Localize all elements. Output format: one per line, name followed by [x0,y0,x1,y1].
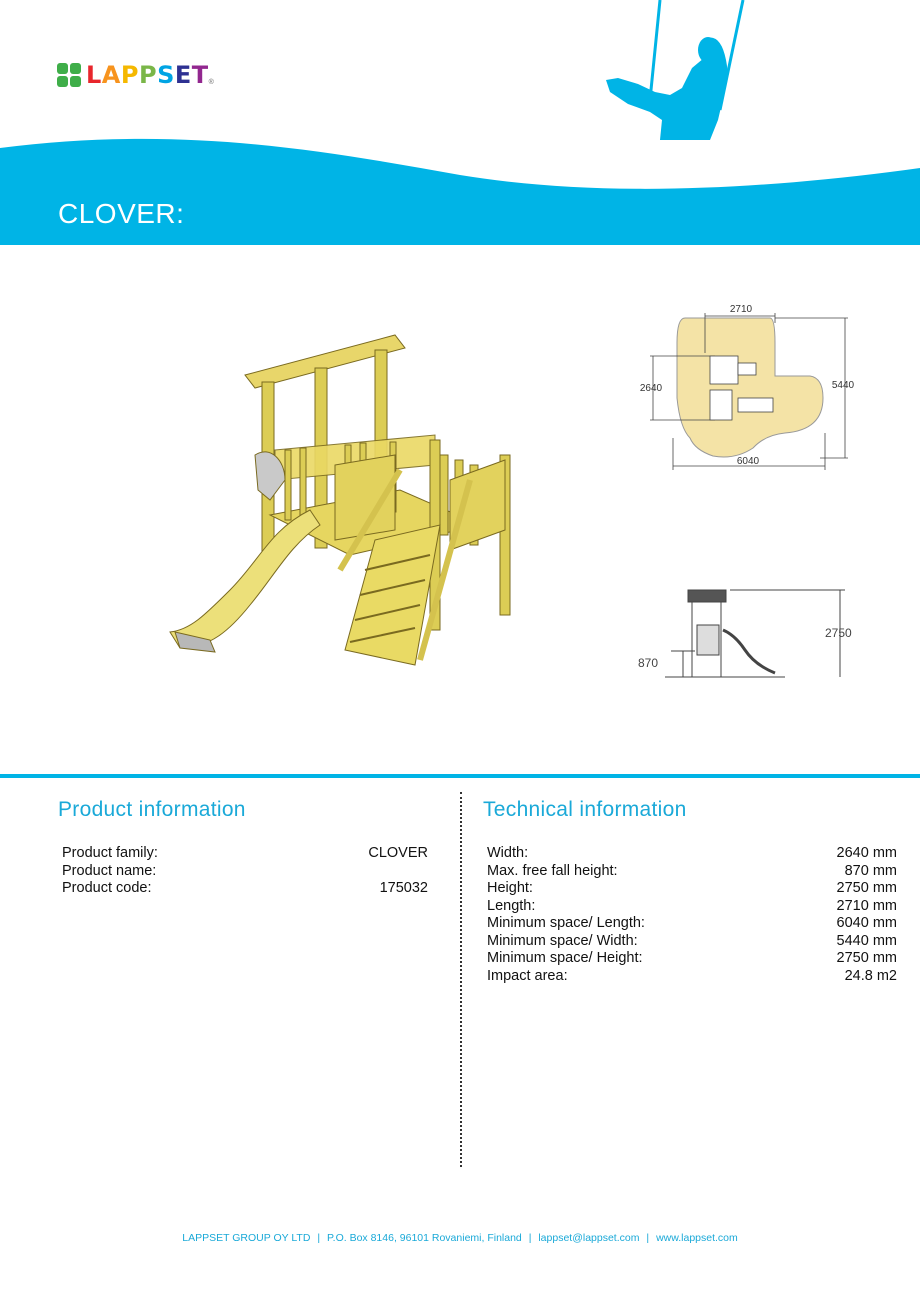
footer-separator: | [317,1232,321,1244]
row-value: 2750 mm [836,950,897,966]
row-value: CLOVER [368,845,428,861]
row-label: Product name: [62,862,157,879]
plan-dim-bottom: 6040 [736,456,760,467]
tech-info-row [487,915,897,933]
row-label: Minimum space/ Height: [487,950,643,966]
row-label: Product family: [62,845,158,861]
footer-separator: | [528,1232,532,1244]
plan-view-drawing [635,298,865,478]
plan-dim-left: 2640 [639,383,663,394]
row-value: 5440 mm [836,932,897,949]
product-info-heading: Product information [58,798,246,821]
logo-letter: E [174,61,192,89]
brand-logo [56,60,236,90]
technical-info-list [487,845,897,985]
row-label: Impact area: [487,967,568,984]
clover-logo-icon [56,62,82,88]
footer-email-link[interactable]: lappset@lappset.com [538,1232,640,1244]
product-info-row [62,845,428,863]
tech-info-row [487,863,897,881]
plan-dim-right: 5440 [831,380,855,391]
row-value: 2750 mm [836,880,897,896]
tech-info-row [487,968,897,986]
footer-web-link[interactable]: www.lappset.com [656,1232,738,1244]
row-value: 175032 [379,880,428,896]
page-title: CLOVER: [58,198,185,229]
side-view-drawing [635,585,865,685]
row-value: 6040 mm [836,915,897,931]
technical-info-heading: Technical information [483,798,687,821]
column-separator [460,792,462,1167]
tech-info-row [487,845,897,863]
row-value: 2710 mm [836,897,897,914]
logo-letter: A [101,61,121,89]
row-label: Minimum space/ Length: [487,915,645,931]
tech-info-row [487,880,897,898]
tech-info-row [487,898,897,916]
row-value: 24.8 m2 [844,967,897,984]
side-dim-fall-height: 870 [638,656,659,670]
header-wave-band [0,130,920,250]
row-label: Max. free fall height: [487,862,618,879]
row-label: Height: [487,880,533,896]
registered-mark: ® [208,79,214,86]
logo-letter: L [86,61,102,89]
side-dim-height: 2750 [825,626,852,640]
logo-wordmark [86,61,209,89]
footer-company: LAPPSET GROUP OY LTD [182,1232,311,1244]
row-value: 870 mm [844,862,897,879]
logo-letter: T [191,61,209,89]
product-illustration [150,330,530,680]
plan-dim-top: 2710 [729,304,753,315]
logo-letter: S [157,61,175,89]
page-footer [0,1232,920,1244]
footer-separator: | [646,1232,650,1244]
row-label: Length: [487,897,536,914]
product-info-row [62,880,428,898]
row-label: Minimum space/ Width: [487,932,638,949]
product-info-list [62,845,428,898]
row-value: 2640 mm [836,845,897,861]
swing-child-silhouette [600,0,760,145]
row-label: Product code: [62,880,152,896]
section-divider [0,774,920,778]
row-label: Width: [487,845,529,861]
logo-letter: P [120,61,139,89]
footer-address: P.O. Box 8146, 96101 Rovaniemi, Finland [327,1232,522,1244]
tech-info-row [487,950,897,968]
logo-letter: P [138,61,158,89]
product-info-row [62,863,428,881]
tech-info-row [487,933,897,951]
